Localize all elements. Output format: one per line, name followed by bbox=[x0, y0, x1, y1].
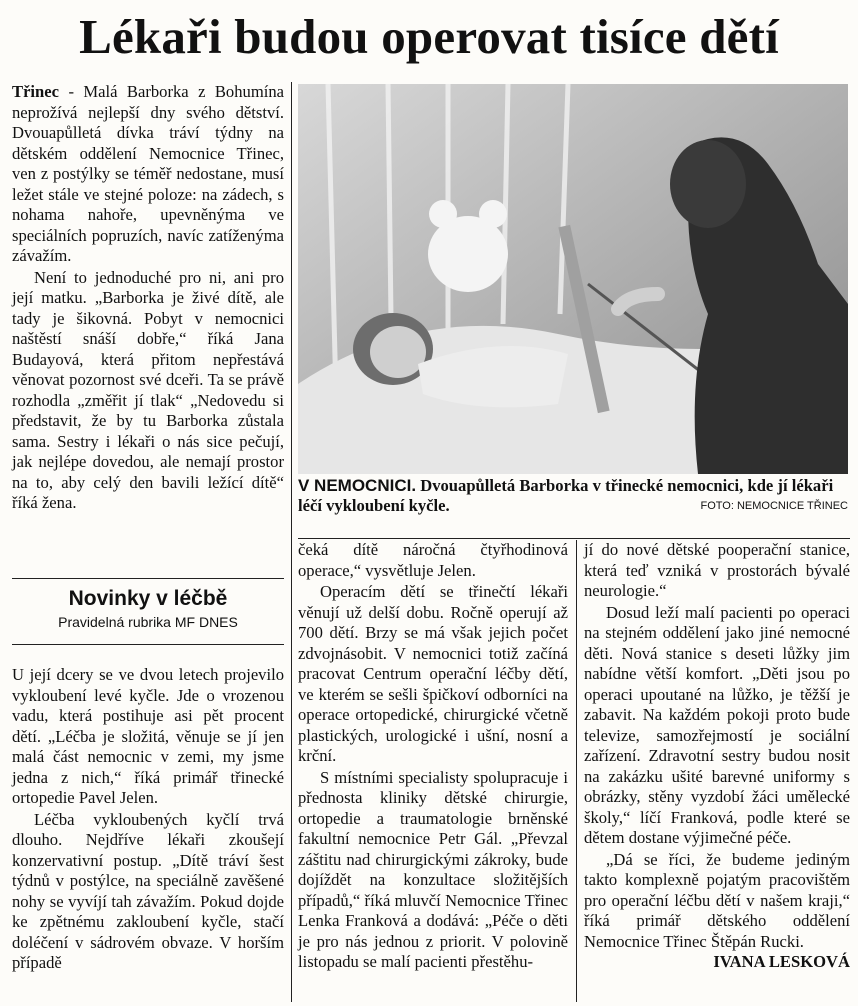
rubric-title: Novinky v léčbě bbox=[68, 587, 228, 610]
article-column-3 bbox=[584, 540, 850, 973]
paragraph: Není to jednoduché pro ni, ani pro její matku. „Barborka je živé dítě, ale tady je šikovná. Pobyt v nemocnici naštěstí snáší dobře,“ říká Jana Budayová, která přitom nepřestává věnovat pozornost své dceři. Ta se právě rozhodla „změřit jí tlak“ „Nedovedu si představit, že by tu Barborka zůstala sama. Sestry i lékaři o nás sice pečují, jak nejlépe dovedou, ale nemají prostor na to, aby celý den bavili ležící dítě“ říká žena. bbox=[12, 267, 284, 512]
caption-text: Dvouapůlletá Barborka v třinecké nemocnici, kde jí lékaři léčí vykloubení kyčle. bbox=[298, 476, 834, 515]
headline: Lékaři budou operovat tisíce dětí bbox=[79, 9, 779, 64]
column-rule bbox=[576, 540, 577, 1002]
caption-kicker: V NEMOCNICI. bbox=[298, 476, 417, 495]
paragraph bbox=[12, 82, 284, 267]
paragraph: jí do nové dětské pooperační stanice, která teď vzniká v prostorách bývalé neurologie.“ bbox=[584, 540, 850, 600]
paragraph: S místními specialisty spolupracuje i přednosta kliniky dětské chirurgie, ortopedie a traumatologie brněnské fakultní nemocnice Petr Gál. „Převzal záštitu nad chirurgickými zákroky, bude dojíždět na konzultace složitějších případů,“ říká mluvčí Nemocnice Třinec Lenka Franková a dodává: „Péče o děti je pro nás jednou z priorit. V polovině listopadu se malí pacienti přestěhu- bbox=[298, 767, 568, 971]
photo-illustration bbox=[298, 84, 848, 474]
byline: IVANA LESKOVÁ bbox=[713, 952, 850, 971]
divider bbox=[12, 578, 284, 579]
paragraph: „Dá se říci, že budeme jediným takto komplexně pojatým pracovištěm pro operační léčbu dětí v našem kraji,“ říká primář dětského oddělení Nemocnice Třinec Štěpán Rucki. bbox=[584, 849, 850, 951]
rubric-box bbox=[12, 586, 284, 632]
article-column-1b bbox=[12, 665, 284, 974]
article-column-2 bbox=[298, 540, 568, 973]
dateline: Třinec bbox=[12, 82, 60, 101]
rubric-subtitle: Pravidelná rubrika MF DNES bbox=[58, 614, 238, 630]
column-rule bbox=[291, 82, 292, 1002]
photo-credit: FOTO: NEMOCNICE TŘINEC bbox=[700, 500, 848, 512]
divider bbox=[298, 538, 850, 539]
divider bbox=[12, 644, 284, 645]
paragraph: Léčba vykloubených kyčlí trvá dlouho. Nejdříve lékaři zkoušejí konzervativní postup. „Dítě tráví šest týdnů v postýlce, na speciálně zavěšené nohy se vyvíjí tah závažím. Pokud dojde ke zpětnému zakloubení kyčle, stačí doléčení v sádrovém obvaze. V horším případě bbox=[12, 809, 284, 972]
paragraph-text: - Malá Barborka z Bohumína neprožívá nejlepší dny svého dětství. Dvouapůlletá dívka tráví týdny na dětském oddělení Nemocnice Třinec, ven z postýlky se téměř nedostane, musí ležet stále ve stejné poloze: na zádech, s nohama nahoře, upevněnýma ve speciálních popruzích, navíc zatíženýma závažím. bbox=[12, 82, 284, 265]
paragraph: Operacím dětí se třinečtí lékaři věnují už delší dobu. Ročně operují až 700 dětí. Brzy se má však jejich počet zdvojnásobit. V nemocnici totiž začíná pracovat Centrum operační léčby dětí, ve kterém se sešli špičkoví odborníci na operace ortopedické, chirurgické včetně plastických, urologické i ušní, nosní a krční. bbox=[298, 582, 568, 765]
article-column-1 bbox=[12, 82, 284, 514]
paragraph: čeká dítě náročná čtyřhodinová operace,“ vysvětluje Jelen. bbox=[298, 540, 568, 580]
paragraph: Dosud leží malí pacienti po operaci na stejném oddělení jako jiné nemocné děti. Nová stanice s deseti lůžky jim nabídne větší komfort. „Děti jsou po operaci upoutané na lůžko, je těžší je zabavit. Na každém pokoji proto bude televize, samozřejmostí je sociální zařízení. Zdravotní sestry budou nosit na zakázku ušité barevné uniformy s obrázky, stěny vyzdobí žáci umělecké školy,“ líčí Franková, podle které se dětem dostane výjimečné péče. bbox=[584, 602, 850, 847]
paragraph: U její dcery se ve dvou letech projevilo vykloubení levé kyčle. Jde o vrozenou vadu, která postihuje asi pět procent dětí. „Léčba je složitá, věnuje se jí jen malá část nemocnic v zemi, my jsme jedna z nich,“ říká primář třinecké ortopedie Pavel Jelen. bbox=[12, 665, 284, 807]
news-photo bbox=[298, 84, 848, 474]
